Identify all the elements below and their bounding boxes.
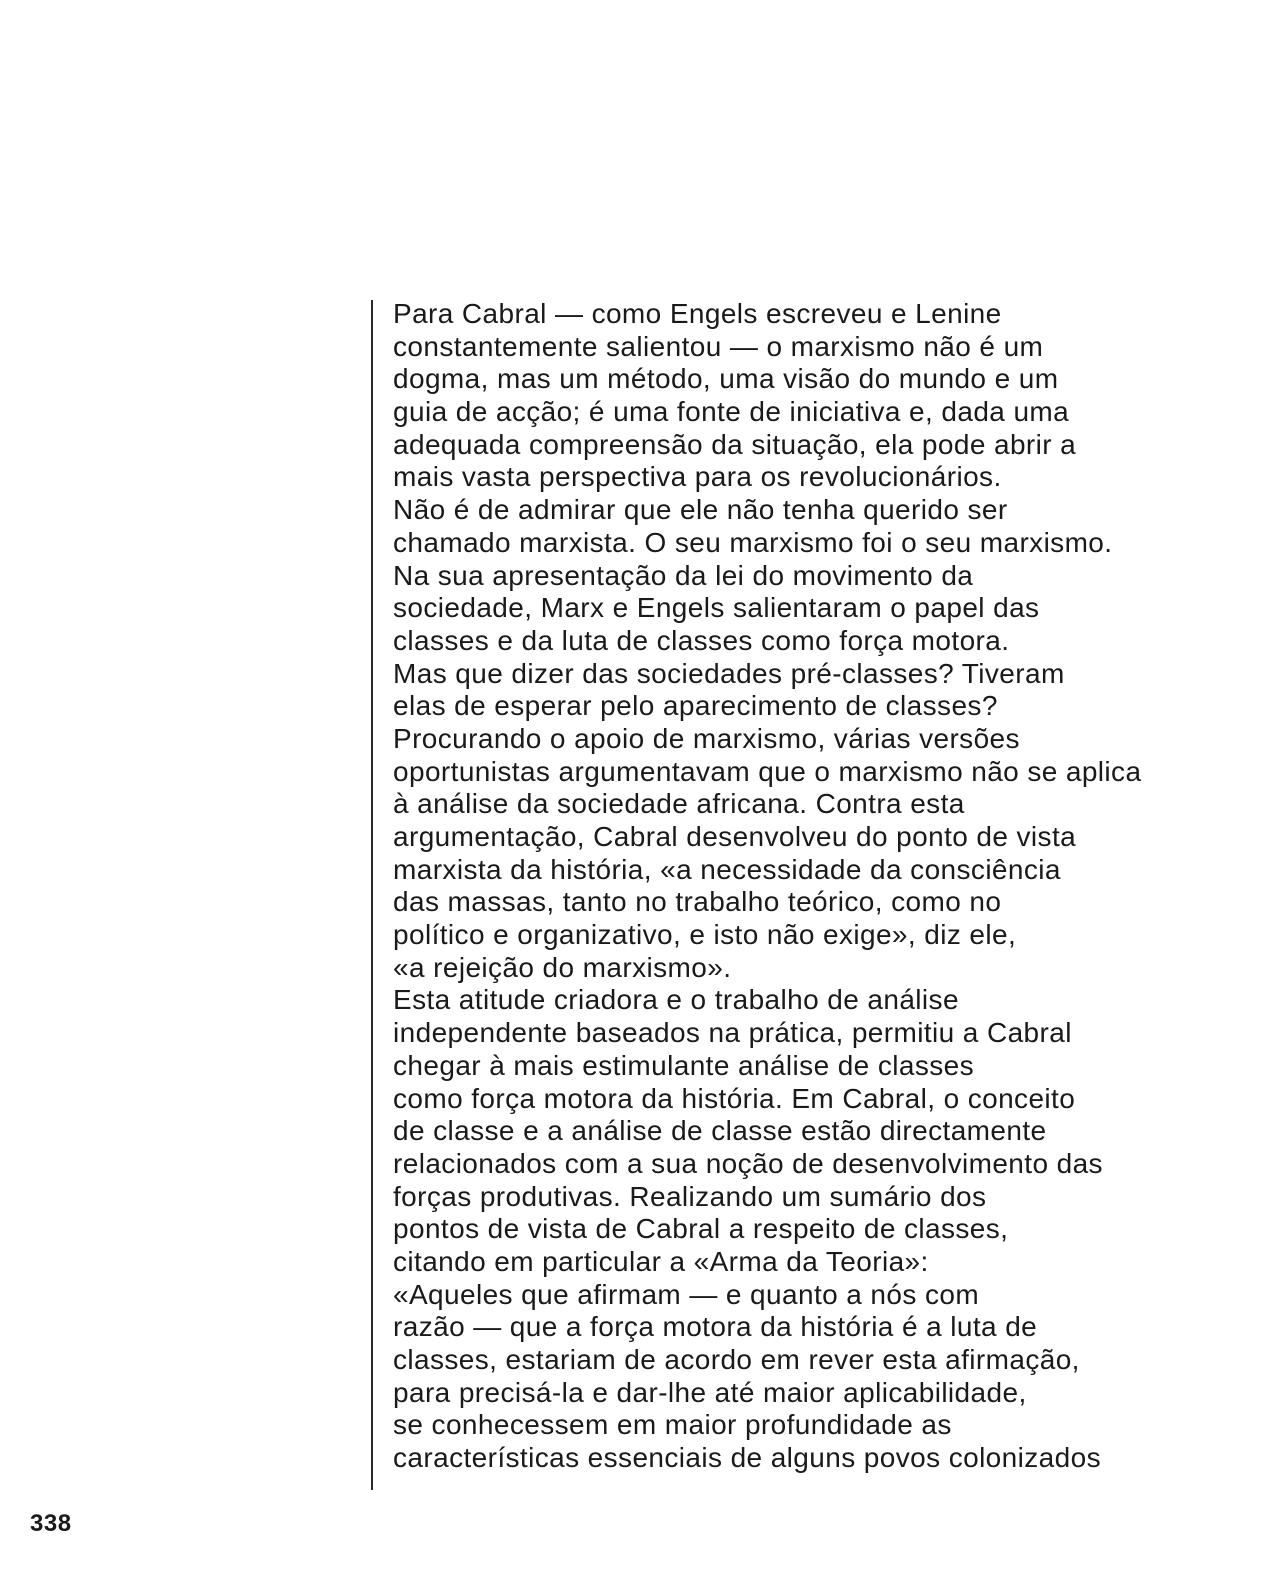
text-line: citando em particular a «Arma da Teoria»: [393, 1245, 929, 1277]
text-line: chegar à mais estimulante análise de classes [393, 1049, 975, 1081]
text-line: das massas, tanto no trabalho teórico, como no [393, 886, 1002, 918]
text-line: guia de acção; é uma fonte de iniciativa e, dada uma [393, 396, 1070, 428]
text-line: Não é de admirar que ele não tenha querido ser [393, 494, 1008, 526]
body-text [393, 298, 1253, 1475]
text-line: argumentação, Cabral desenvolveu do ponto de vista [393, 821, 1077, 852]
text-line: de classe e a análise de classe estão directamente [393, 1115, 1047, 1147]
text-line: político e organizativo, e isto não exige», diz ele, [393, 919, 1017, 951]
text-line: mais vasta perspectiva para os revolucionários. [393, 461, 1002, 493]
text-line: relacionados com a sua noção de desenvolvimento das [393, 1147, 1103, 1179]
page-number: 338 [30, 1510, 72, 1537]
text-line: Na sua apresentação da lei do movimento da [393, 559, 974, 591]
text-line: Mas que dizer das sociedades pré-classes? Tiveram [393, 657, 1065, 689]
text-line: elas de esperar pelo aparecimento de classes? [393, 690, 998, 722]
text-line: «a rejeição do marxismo». [393, 951, 732, 983]
text-line: características essenciais de alguns povos colonizados [393, 1442, 1101, 1474]
text-line: oportunistas argumentavam que o marxismo não se aplica [393, 755, 1142, 787]
text-line: classes e da luta de classes como força motora. [393, 624, 1010, 656]
text-line: Para Cabral — como Engels escreveu e Lenine [393, 298, 1002, 329]
text-line: sociedade, Marx e Engels salientaram o papel das [393, 592, 1040, 624]
text-line: independente baseados na prática, permitiu a Cabral [393, 1017, 1072, 1049]
text-line: como força motora da história. Em Cabral, o conceito [393, 1082, 1076, 1114]
text-line: razão — que a força motora da história é a luta de [393, 1311, 1038, 1343]
text-line: forças produtivas. Realizando um sumário dos [393, 1180, 987, 1212]
text-line: se conhecessem em maior profundidade as [393, 1409, 952, 1441]
text-line: pontos de vista de Cabral a respeito de classes, [393, 1213, 1009, 1245]
text-line: chamado marxista. O seu marxismo foi o seu marxismo. [393, 526, 1113, 558]
text-line: Procurando o apoio de marxismo, várias versões [393, 722, 1020, 754]
text-line: classes, estariam de acordo em rever esta afirmação, [393, 1344, 1080, 1375]
text-line: constantemente salientou — o marxismo não é um [393, 330, 1044, 362]
text-line: à análise da sociedade africana. Contra esta [393, 788, 965, 820]
text-line: Esta atitude criadora e o trabalho de análise [393, 984, 959, 1016]
text-line: «Aqueles que afirmam — e quanto a nós com [393, 1278, 980, 1310]
margin-rule [371, 300, 373, 1490]
text-line: marxista da história, «a necessidade da consciência [393, 853, 1061, 885]
text-line: dogma, mas um método, uma visão do mundo e um [393, 363, 1059, 395]
text-line: para precisá-la e dar-lhe até maior aplicabilidade, [393, 1376, 1027, 1408]
text-line: adequada compreensão da situação, ela pode abrir a [393, 428, 1077, 460]
